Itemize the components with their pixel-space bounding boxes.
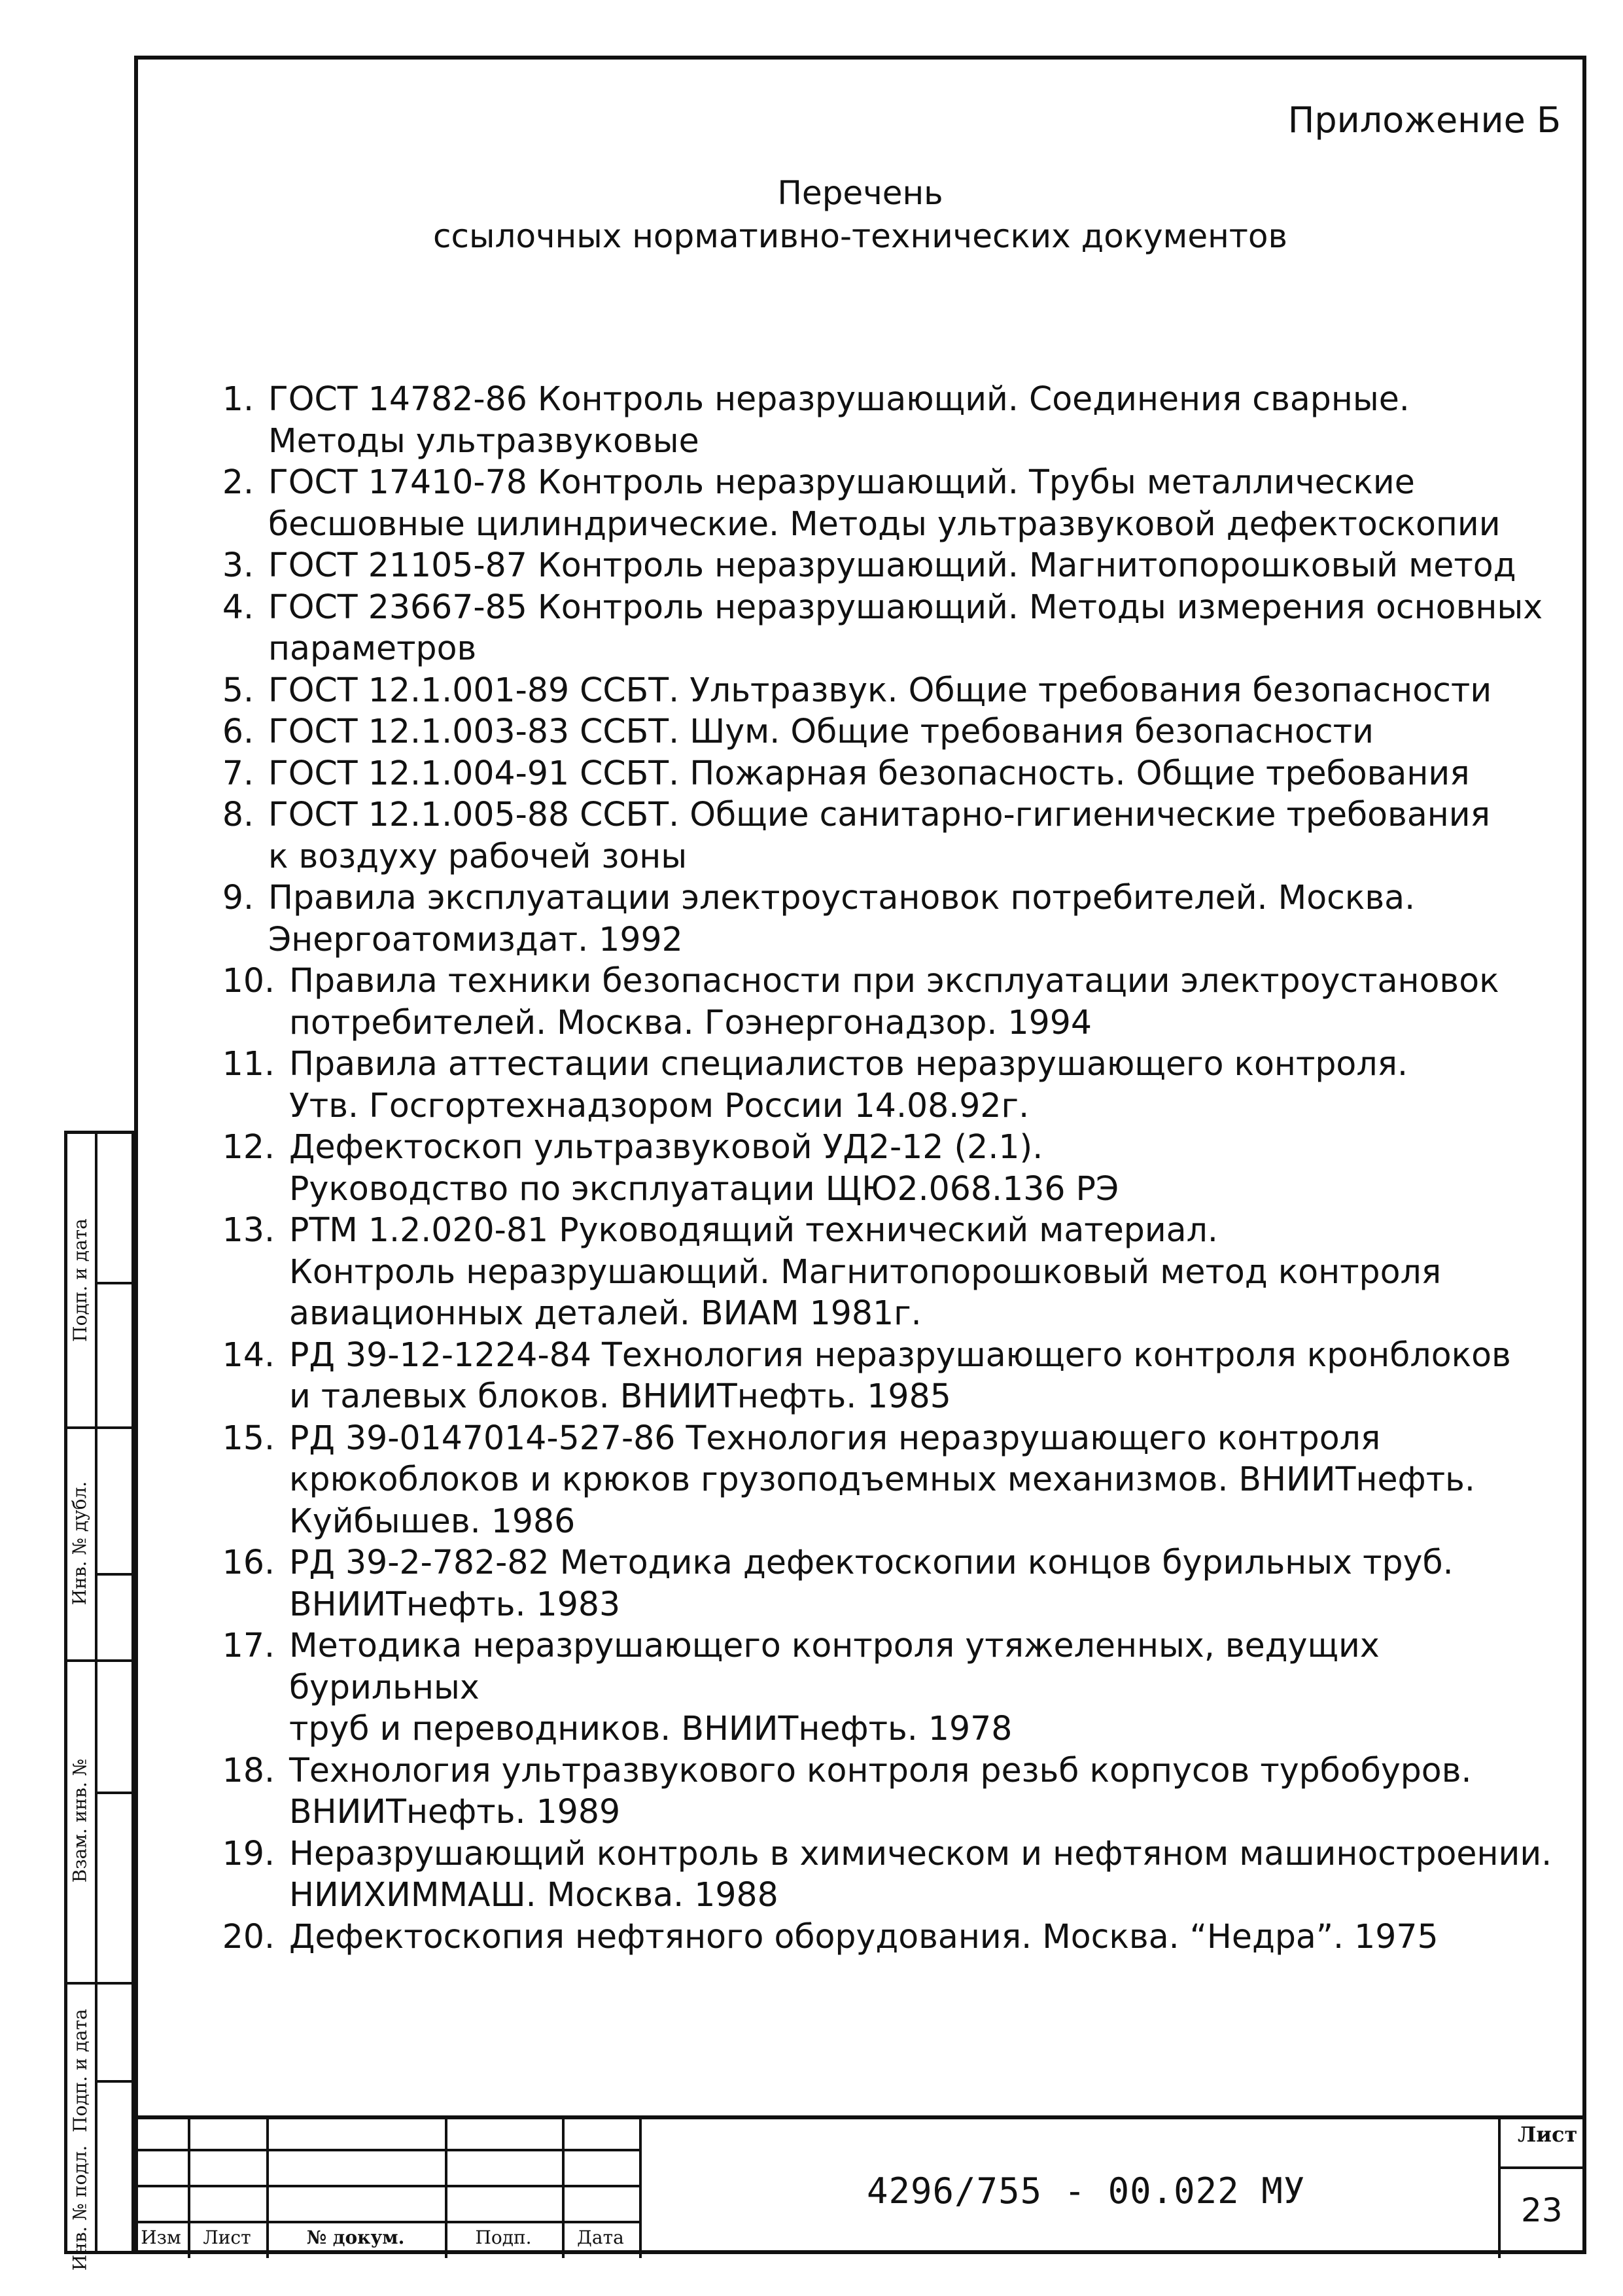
reference-item bbox=[209, 711, 1563, 752]
reference-number: 14. bbox=[222, 1335, 275, 1374]
reference-number: 17. bbox=[222, 1626, 275, 1665]
reference-number: 3. bbox=[222, 546, 254, 584]
reference-number: 20. bbox=[222, 1916, 275, 1956]
reference-item bbox=[209, 544, 1563, 586]
reference-text: ГОСТ 21105-87 Контроль неразрушающий. Магнитопорошковый метод bbox=[268, 546, 1516, 584]
reference-number: 11. bbox=[222, 1044, 275, 1083]
side-label-inv-podl: Инв. № подл. bbox=[69, 2145, 91, 2271]
reference-text: ГОСТ 12.1.003-83 ССБТ. Шум. Общие требования безопасности bbox=[268, 712, 1374, 751]
reference-text: ГОСТ 12.1.004-91 ССБТ. Пожарная безопасность. Общие требования bbox=[268, 753, 1470, 792]
reference-item bbox=[209, 378, 1563, 461]
column-izm: Изм bbox=[141, 2227, 181, 2248]
reference-item bbox=[209, 1334, 1563, 1417]
reference-item bbox=[209, 960, 1563, 1043]
reference-text: РТМ 1.2.020-81 Руководящий технический материал. Контроль неразрушающий. Магнитопорошковый метод контроля авиационных деталей. ВИАМ 1981г. bbox=[289, 1210, 1442, 1332]
reference-text: Правила техники безопасности при эксплуатации электроустановок потребителей. Москва. Гоэнергонадзор. 1994 bbox=[289, 961, 1499, 1042]
reference-item bbox=[209, 1750, 1563, 1833]
reference-text: Дефектоскоп ультразвуковой УД2-12 (2.1). Руководство по эксплуатации ЩЮ2.068.136 РЭ bbox=[289, 1127, 1119, 1208]
reference-number: 12. bbox=[222, 1127, 275, 1166]
side-stamp-line bbox=[95, 2080, 135, 2083]
reference-number: 2. bbox=[222, 463, 254, 501]
reference-number: 19. bbox=[222, 1833, 275, 1873]
reference-item bbox=[209, 669, 1563, 711]
side-label-vzam-inv: Взам. инв. № bbox=[69, 1758, 91, 1883]
reference-text: ГОСТ 12.1.005-88 ССБТ. Общие санитарно-гигиенические требования к воздуху рабочей зоны bbox=[268, 795, 1490, 875]
sheet-label: Лист bbox=[1518, 2122, 1578, 2147]
reference-number: 16. bbox=[222, 1543, 275, 1581]
reference-item bbox=[209, 877, 1563, 960]
side-label-podp-data-bottom: Подп. и дата bbox=[69, 2008, 91, 2132]
reference-text: ГОСТ 12.1.001-89 ССБТ. Ультразвук. Общие требования безопасности bbox=[268, 670, 1492, 709]
reference-number: 1. bbox=[222, 380, 254, 418]
document-code: 4296/755 - 00.022 МУ bbox=[867, 2170, 1306, 2212]
reference-text: РД 39-2-782-82 Методика дефектоскопии концов бурильных труб. ВНИИТнефть. 1983 bbox=[289, 1543, 1454, 1623]
side-stamp-line bbox=[95, 1573, 135, 1576]
reference-item bbox=[209, 794, 1563, 877]
title-block-line bbox=[134, 2149, 641, 2151]
reference-item bbox=[209, 1916, 1563, 1958]
column-signature: Подп. bbox=[475, 2227, 532, 2248]
reference-text: РД 39-12-1224-84 Технология неразрушающего контроля кронблоков и талевых блоков. ВНИИТнефть. 1985 bbox=[289, 1335, 1511, 1415]
reference-item bbox=[209, 1417, 1563, 1542]
reference-text: ГОСТ 14782-86 Контроль неразрушающий. Соединения сварные. Методы ультразвуковые bbox=[268, 380, 1410, 460]
title-block-line bbox=[1498, 2166, 1586, 2169]
reference-item bbox=[209, 752, 1563, 794]
reference-number: 6. bbox=[222, 712, 254, 751]
appendix-label: Приложение Б bbox=[1287, 99, 1561, 141]
title-block bbox=[134, 2115, 1586, 2254]
reference-list bbox=[209, 378, 1563, 1957]
reference-number: 8. bbox=[222, 795, 254, 834]
title-block-line bbox=[134, 2221, 641, 2223]
reference-item bbox=[209, 1209, 1563, 1334]
reference-item bbox=[209, 1833, 1563, 1916]
reference-number: 15. bbox=[222, 1418, 275, 1457]
reference-text: Неразрушающий контроль в химическом и нефтяном машиностроении. НИИХИММАШ. Москва. 1988 bbox=[289, 1833, 1552, 1914]
side-label-podp-data-top: Подп. и дата bbox=[69, 1218, 91, 1342]
reference-item bbox=[209, 586, 1563, 669]
reference-text: Правила эксплуатации электроустановок потребителей. Москва. Энергоатомиздат. 1992 bbox=[268, 878, 1416, 959]
reference-text: Методика неразрушающего контроля утяжеленных, ведущих бурильных труб и переводников. ВНИИТнефть. 1978 bbox=[289, 1626, 1380, 1748]
reference-number: 4. bbox=[222, 587, 254, 626]
reference-number: 7. bbox=[222, 753, 254, 792]
sheet-number: 23 bbox=[1521, 2191, 1563, 2229]
document-title-line-2: ссылочных нормативно-технических документов bbox=[433, 217, 1287, 255]
side-label-inv-dubl: Инв. № дубл. bbox=[69, 1481, 91, 1605]
reference-item bbox=[209, 1043, 1563, 1126]
column-list: Лист bbox=[203, 2227, 251, 2248]
reference-item bbox=[209, 1542, 1563, 1625]
side-stamp-line bbox=[95, 1792, 135, 1794]
side-stamp-divider bbox=[95, 1134, 97, 2251]
title-block-line bbox=[1498, 2119, 1501, 2258]
reference-item bbox=[209, 1625, 1563, 1750]
reference-text: Дефектоскопия нефтяного оборудования. Москва. “Недра”. 1975 bbox=[289, 1916, 1439, 1956]
title-block-line bbox=[639, 2119, 642, 2258]
reference-number: 18. bbox=[222, 1750, 275, 1790]
side-stamp-line bbox=[95, 1282, 135, 1284]
reference-number: 5. bbox=[222, 670, 254, 709]
side-stamp-column bbox=[64, 1131, 135, 2271]
reference-number: 9. bbox=[222, 878, 254, 917]
column-date: Дата bbox=[577, 2227, 624, 2248]
reference-text: Технология ультразвукового контроля резьб корпусов турбобуров. ВНИИТнефть. 1989 bbox=[289, 1750, 1472, 1831]
reference-item bbox=[209, 461, 1563, 544]
reference-number: 13. bbox=[222, 1210, 275, 1249]
reference-text: РД 39-0147014-527-86 Технология неразрушающего контроля крюкоблоков и крюков грузоподъемных механизмов. ВНИИТнефть. Куйбышев. 1986 bbox=[289, 1418, 1475, 1540]
column-doc-number: № докум. bbox=[306, 2227, 405, 2248]
reference-text: Правила аттестации специалистов неразрушающего контроля. Утв. Госгортехнадзором России 14.08.92г. bbox=[289, 1044, 1408, 1125]
reference-text: ГОСТ 23667-85 Контроль неразрушающий. Методы измерения основных параметров bbox=[268, 587, 1543, 667]
document-title-line-1: Перечень bbox=[777, 174, 943, 212]
reference-item bbox=[209, 1126, 1563, 1209]
reference-number: 10. bbox=[222, 961, 275, 1000]
title-block-line bbox=[134, 2185, 641, 2187]
reference-text: ГОСТ 17410-78 Контроль неразрушающий. Трубы металлические бесшовные цилиндрические. Методы ультразвуковой дефектоскопии bbox=[268, 463, 1501, 543]
